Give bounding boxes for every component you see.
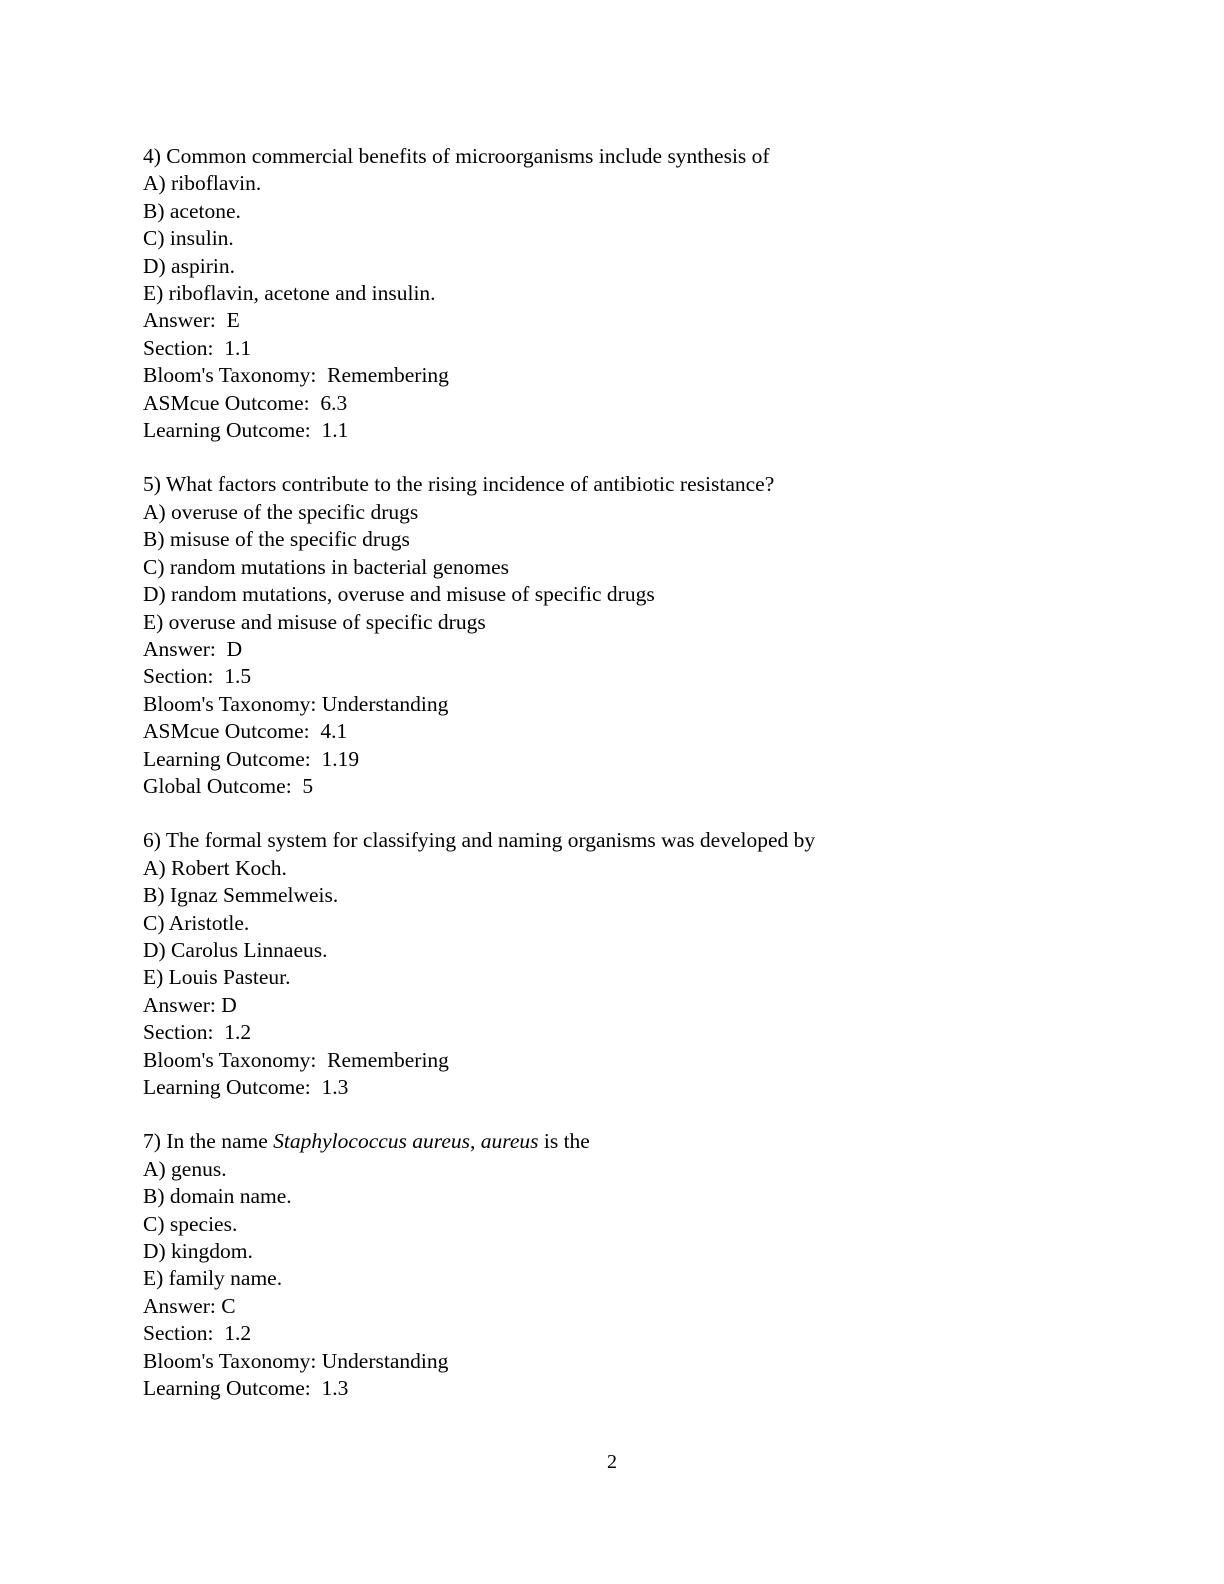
option-e: E) family name. xyxy=(143,1266,283,1291)
answer: Answer: D xyxy=(143,992,237,1017)
section: Section: 1.5 xyxy=(143,664,252,689)
section: Section: 1.2 xyxy=(143,1020,252,1045)
option-e: E) overuse and misuse of specific drugs xyxy=(143,609,486,634)
species-name: Staphylococcus aureus xyxy=(273,1129,470,1154)
document-page xyxy=(143,143,1103,1429)
question-stem: 5) What factors contribute to the rising incidence of antibiotic resistance? xyxy=(143,472,775,497)
answer: Answer: C xyxy=(143,1293,236,1318)
blooms-taxonomy: Bloom's Taxonomy: Understanding xyxy=(143,691,449,716)
option-a: A) riboflavin. xyxy=(143,171,262,196)
learning-outcome: Learning Outcome: 1.3 xyxy=(143,1075,349,1099)
learning-outcome: Learning Outcome: 1.1 xyxy=(143,418,349,443)
stem-comma: , xyxy=(470,1129,481,1154)
section: Section: 1.1 xyxy=(143,335,252,360)
option-d: D) Carolus Linnaeus. xyxy=(143,937,328,962)
option-b: B) domain name. xyxy=(143,1184,292,1209)
option-d: D) random mutations, overuse and misuse of specific drugs xyxy=(143,582,655,607)
asmcue-outcome: ASMcue Outcome: 4.1 xyxy=(143,719,348,744)
question-7 xyxy=(143,1128,1103,1402)
blooms-taxonomy: Bloom's Taxonomy: Remembering xyxy=(143,1047,449,1072)
learning-outcome: Learning Outcome: 1.19 xyxy=(143,746,360,771)
option-b: B) misuse of the specific drugs xyxy=(143,527,410,552)
asmcue-outcome: ASMcue Outcome: 6.3 xyxy=(143,390,348,415)
stem-suffix: is the xyxy=(538,1129,590,1154)
page-number: 2 xyxy=(607,1451,617,1473)
option-c: C) random mutations in bacterial genomes xyxy=(143,554,510,579)
blooms-taxonomy: Bloom's Taxonomy: Understanding xyxy=(143,1348,449,1373)
blooms-taxonomy: Bloom's Taxonomy: Remembering xyxy=(143,363,449,388)
option-d: D) kingdom. xyxy=(143,1239,253,1264)
question-stem: 6) The formal system for classifying and naming organisms was developed by xyxy=(143,828,816,853)
option-d: D) aspirin. xyxy=(143,253,235,278)
option-b: B) Ignaz Semmelweis. xyxy=(143,883,339,908)
option-e: E) riboflavin, acetone and insulin. xyxy=(143,281,436,306)
option-c: C) species. xyxy=(143,1211,238,1236)
question-6 xyxy=(143,827,1103,1101)
option-a: A) Robert Koch. xyxy=(143,855,287,880)
option-c: C) Aristotle. xyxy=(143,910,250,935)
global-outcome: Global Outcome: 5 xyxy=(143,773,314,798)
answer: Answer: E xyxy=(143,308,240,333)
option-a: A) overuse of the specific drugs xyxy=(143,499,419,524)
question-stem xyxy=(143,1128,1103,1155)
question-5 xyxy=(143,471,1103,800)
learning-outcome: Learning Outcome: 1.3 xyxy=(143,1376,349,1401)
answer: Answer: D xyxy=(143,636,243,661)
question-4 xyxy=(143,143,1103,444)
option-e: E) Louis Pasteur. xyxy=(143,965,291,990)
epithet: aureus xyxy=(480,1129,539,1154)
question-stem: 4) Common commercial benefits of microorganisms include synthesis of xyxy=(143,144,770,168)
stem-prefix: 7) In the name xyxy=(143,1129,274,1154)
section: Section: 1.2 xyxy=(143,1321,252,1346)
option-b: B) acetone. xyxy=(143,198,241,223)
option-a: A) genus. xyxy=(143,1156,227,1181)
option-c: C) insulin. xyxy=(143,226,234,251)
